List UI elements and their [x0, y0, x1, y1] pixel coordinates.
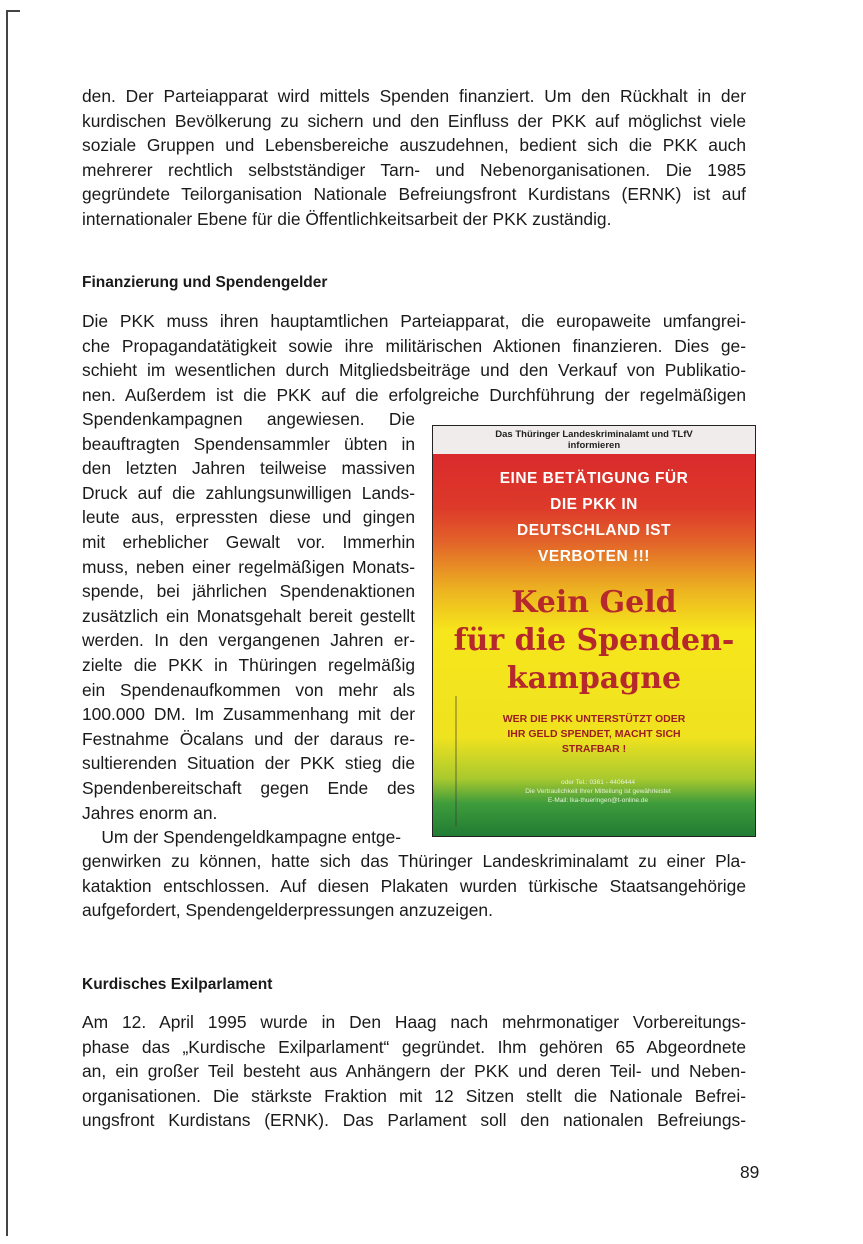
poster-header: Das Thüringer Landeskriminalamt und TLfV informieren — [433, 426, 755, 454]
paragraph-donation-campaigns: Spendenkampagnen angewiesen. Die beauftragten Spendensammler übten in den letzten Jahren teilweise massiven Druck auf die zahlungsunwilligen Lands- leute aus, erpressten diese und gingen mit erheblicher Gewalt vor. Immerhin muss, neben einer regelmäßigen Monats- spende, bei jährlichen Spendenaktionen zusätzlich ein Monatsgehalt bereit gestellt werden. In den vergangenen Jahren er- zielte die PKK in Thüringen regelmäßig ein Spendenaufkommen von mehr als 100.000 DM. Im Zusammenhang mit der Festnahme Öcalans und der daraus re- sultierenden Situation der PKK stieg die Spendenbereitschaft gegen Ende des Jahres enorm an. Um der Spendengeldkampagne entge- — [82, 409, 415, 848]
poster-image — [432, 425, 756, 837]
poster-slogan: Kein Geld für die Spenden- kampagne — [453, 585, 735, 696]
paragraph-poster-campaign: genwirken zu können, hatte sich das Thüringer Landeskriminalamt zu einer Pla- kataktion entschlossen. Auf diesen Plakaten wurden türkische Staatsangehörige aufgefordert, Spendengelderpressungen anzuzeigen. — [82, 851, 746, 921]
heading-financing: Finanzierung und Spendengelder — [82, 274, 328, 291]
heading-exile-parliament: Kurdisches Exilparlament — [82, 976, 273, 993]
paragraph-exile-parliament: Am 12. April 1995 wurde in Den Haag nach mehrmonatiger Vorbereitungs- phase das „Kurdische Exilparlament“ gegründet. Ihm gehören 65 Abgeordnete an, ein großer Teil besteht aus Anhängern der PKK und deren Teil- und Neben- organisationen. Die stärkste Fraktion mit 12 Sitzen stellt die Nationale Befrei- ungsfront Kurdistans (ERNK). Das Parlament soll den nationalen Befreiungs- — [82, 1012, 746, 1131]
paragraph-party-apparatus: den. Der Parteiapparat wird mittels Spenden finanziert. Um den Rückhalt in der kurdischen Bevölkerung zu sichern und den Einfluss der PKK auf möglichst viele soziale Gruppen und Lebensbereiche auszudehnen, bedient sich die PKK auch mehrerer rechtlich selbstständiger Tarn- und Nebenorganisationen. Die 1985 gegründete Teilorganisation Nationale Befreiungsfront Kurdistans (ERNK) ist auf internationaler Ebene für die Öffentlichkeitsarbeit der PKK zuständig. — [82, 86, 746, 229]
scan-corner-mark — [6, 10, 20, 1236]
page-number: 89 — [740, 1162, 760, 1182]
poster-warning: WER DIE PKK UNTERSTÜTZT ODER IHR GELD SPENDET, MACHT SICH STRAFBAR ! — [502, 713, 686, 755]
poster-ban-notice: EINE BETÄTIGUNG FÜR DIE PKK IN DEUTSCHLAND IST VERBOTEN !!! — [499, 470, 689, 565]
poster-small-print: oder Tel.: 0361 - 4406444 Die Vertraulichkeit Ihrer Mitteilung ist gewährleistet E-Mail: lka-thueringen@t-online.de — [525, 779, 671, 804]
poster-side-strip — [455, 696, 457, 826]
paragraph-financing-intro: Die PKK muss ihren hauptamtlichen Parteiapparat, die europaweite umfangrei- che Propagandatätigkeit sowie ihre militärischen Aktionen finanzieren. Dies ge- schieht im wesentlichen durch Mitgliedsbeiträge und den Verkauf von Publikatio- nen. Außerdem ist die PKK auf die erfolgreiche Durchführung der regelmäßigen — [82, 311, 746, 405]
